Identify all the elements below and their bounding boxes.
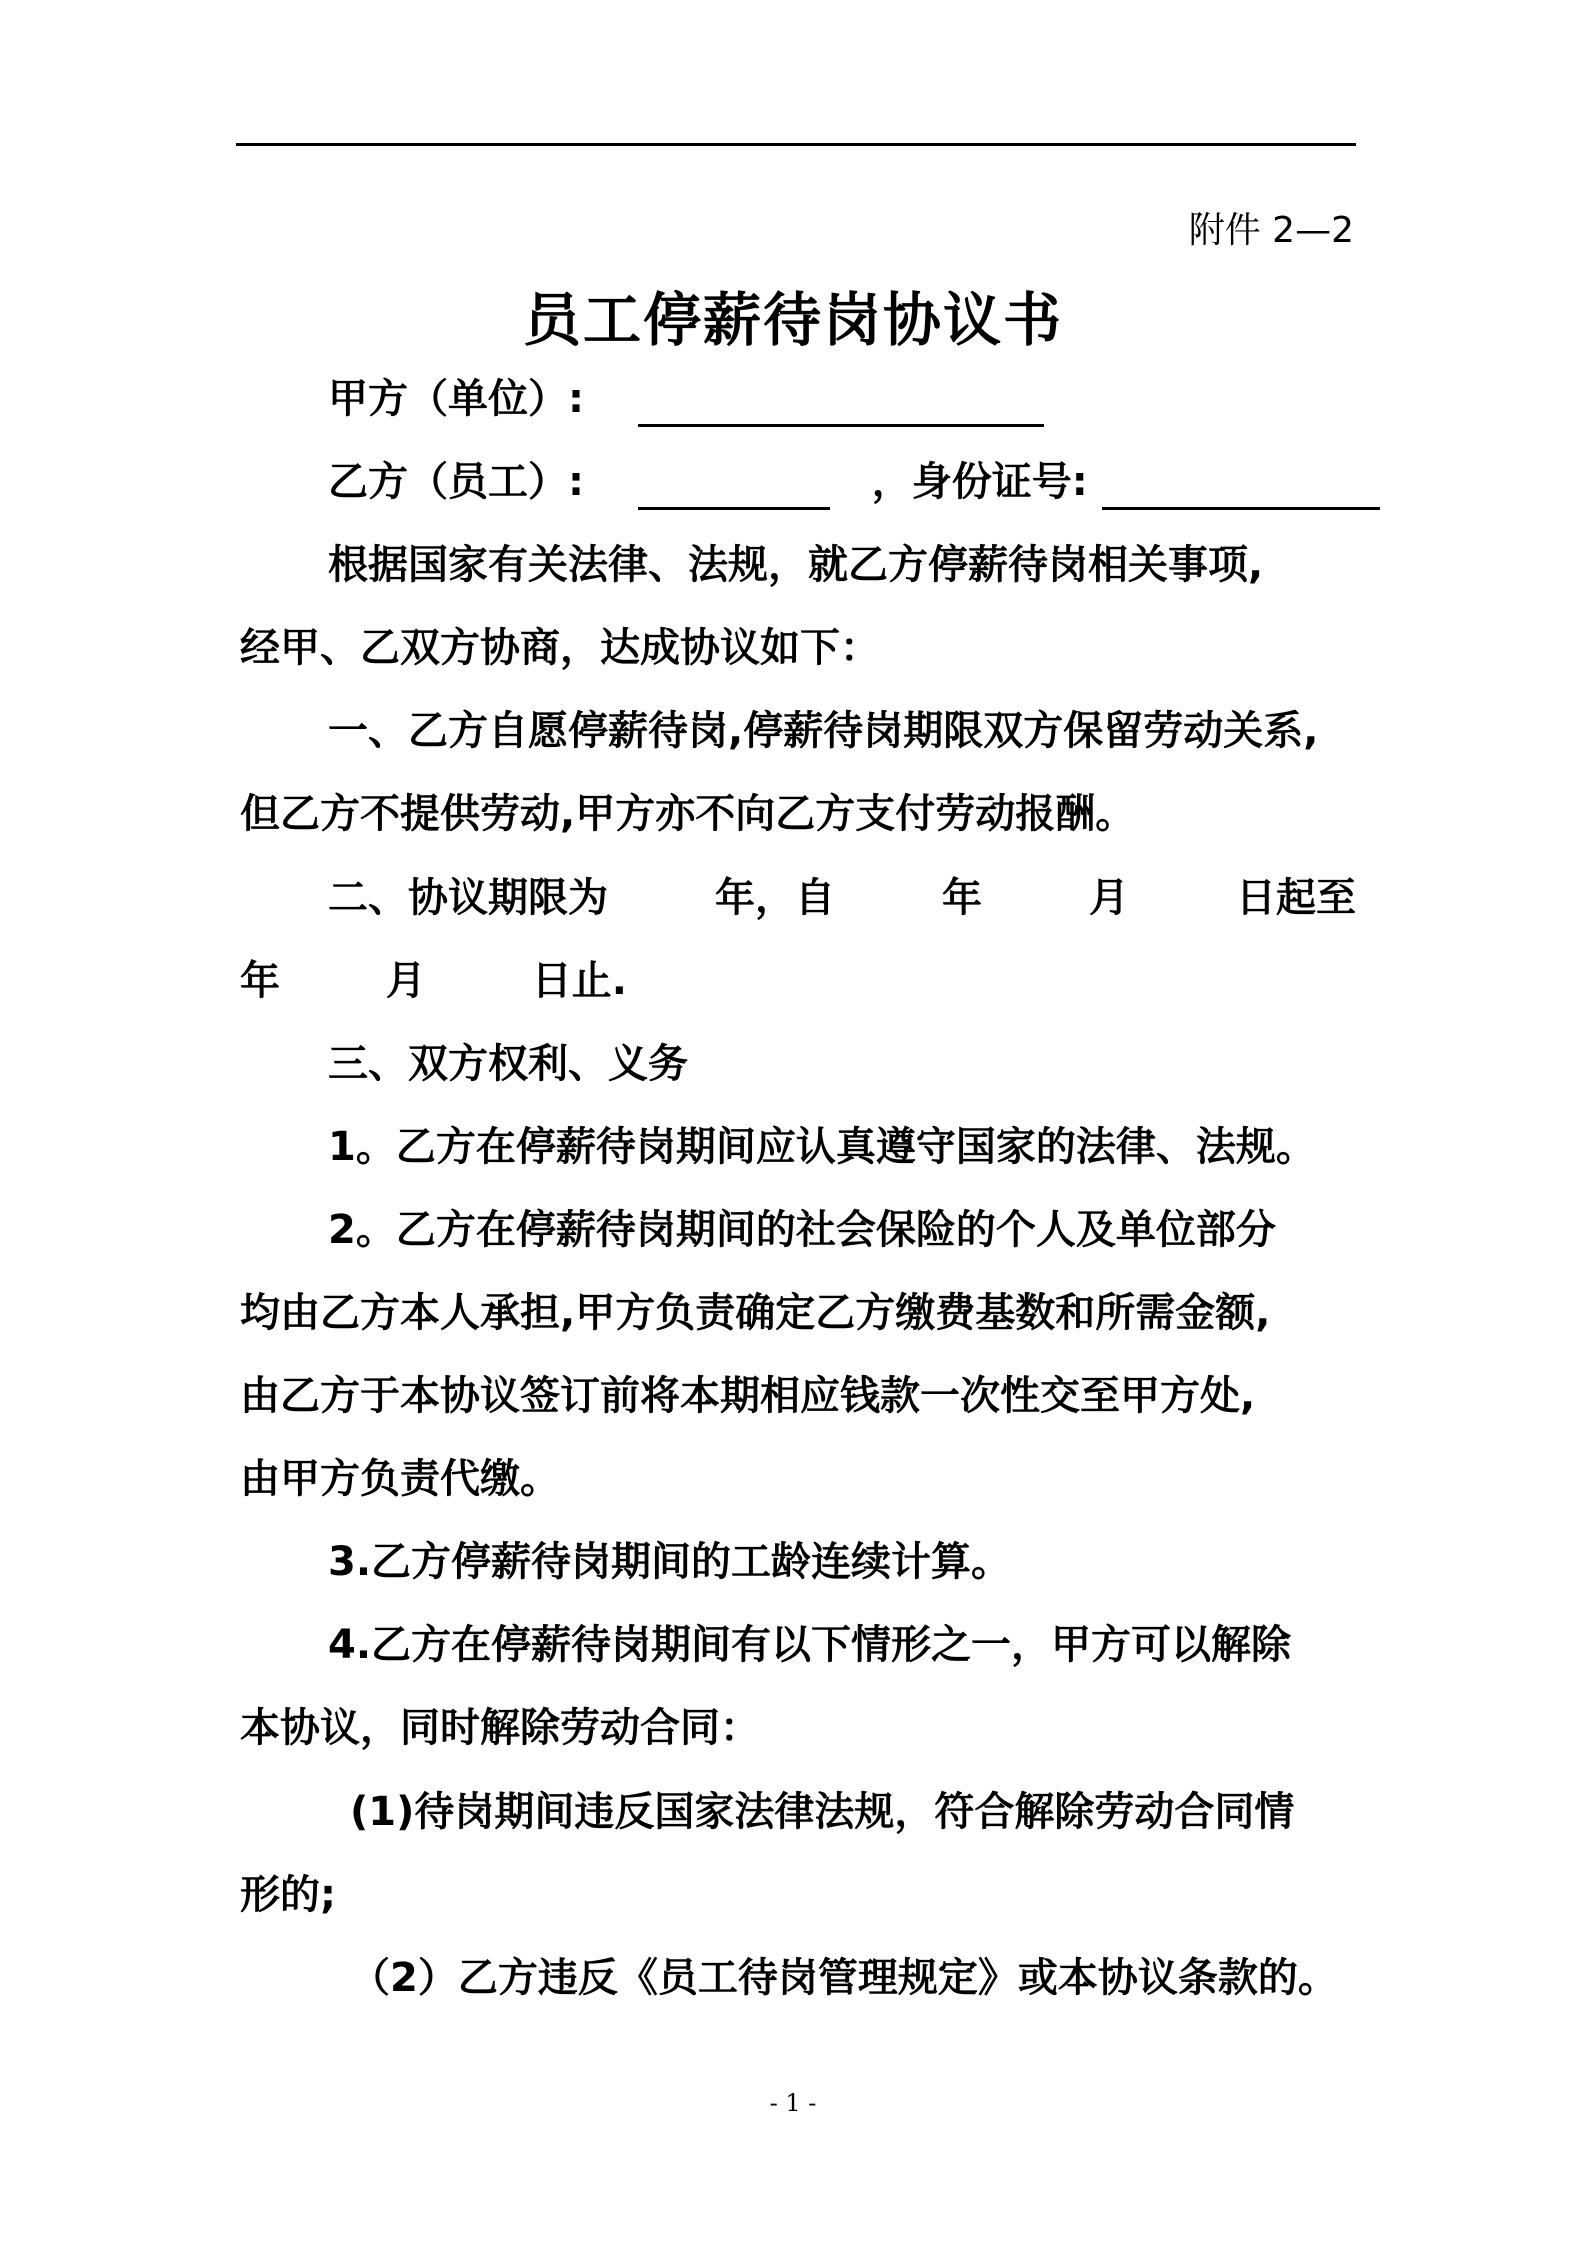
clause-2-end-year: 年: [240, 958, 280, 1004]
intro-line-2: 经甲、乙双方协商，达成协议如下：: [240, 625, 880, 671]
clause-2-start-month: 月: [1089, 875, 1129, 921]
clause-2-line-1: [328, 870, 1356, 926]
clause-3-item-2-line-2: 均由乙方本人承担,甲方负责确定乙方缴费基数和所需金额,: [240, 1290, 1271, 1336]
attachment-label: 附件 2—2: [1188, 210, 1354, 251]
party-b-label: 乙方（员工）:: [328, 459, 584, 505]
header-rule: [236, 143, 1356, 146]
clause-2-start-year: 年: [942, 875, 982, 921]
page-number: - 1 -: [769, 2089, 817, 2117]
clause-3-sub-1-line-1: (1)待岗期间违反国家法律法规，符合解除劳动合同情: [350, 1789, 1295, 1835]
id-number-field[interactable]: [1102, 463, 1380, 510]
clause-1-line-1: 一、乙方自愿停薪待岗,停薪待岗期限双方保留劳动关系,: [328, 708, 1319, 754]
clause-3-item-1: 1。乙方在停薪待岗期间应认真遵守国家的法律、法规。: [328, 1124, 1316, 1170]
document-title: 员工停薪待岗协议书: [522, 286, 1063, 354]
id-number-label: ，身份证号:: [871, 459, 1088, 505]
clause-2-end-day: 日止.: [531, 958, 627, 1004]
clause-3-sub-1-line-2: 形的;: [240, 1872, 336, 1918]
clause-1-line-2: 但乙方不提供劳动,甲方亦不向乙方支付劳动报酬。: [240, 791, 1136, 837]
party-b-name-field[interactable]: [638, 463, 830, 510]
clause-2-line-2: [240, 953, 1356, 1009]
clause-3-item-2-line-4: 由甲方负责代缴。: [240, 1456, 560, 1502]
clause-2-day-to: 日起至: [1236, 875, 1356, 921]
party-a-line: [328, 371, 1356, 427]
clause-3-item-4-line-2: 本协议，同时解除劳动合同：: [240, 1705, 760, 1751]
party-a-label: 甲方（单位）:: [328, 376, 584, 422]
clause-3-item-3: 3.乙方停薪待岗期间的工龄连续计算。: [328, 1539, 1012, 1585]
clause-2-end-month: 月: [385, 958, 426, 1004]
clause-2-prefix: 二、协议期限为: [328, 875, 608, 921]
intro-line-1: 根据国家有关法律、法规，就乙方停薪待岗相关事项,: [328, 542, 1264, 588]
clause-3-item-2-line-1: 2。乙方在停薪待岗期间的社会保险的个人及单位部分: [328, 1207, 1276, 1253]
clause-3-heading: 三、双方权利、义务: [328, 1041, 688, 1087]
clause-3-item-2-line-3: 由乙方于本协议签订前将本期相应钱款一次性交至甲方处,: [240, 1373, 1256, 1419]
clause-3-item-4-line-1: 4.乙方在停薪待岗期间有以下情形之一，甲方可以解除: [328, 1622, 1292, 1668]
party-a-field[interactable]: [638, 380, 1044, 427]
clause-3-sub-2: （2）乙方违反《员工待岗管理规定》或本协议条款的。: [350, 1955, 1338, 2001]
party-b-line: [328, 454, 1356, 510]
clause-2-year: 年，自: [715, 875, 835, 921]
